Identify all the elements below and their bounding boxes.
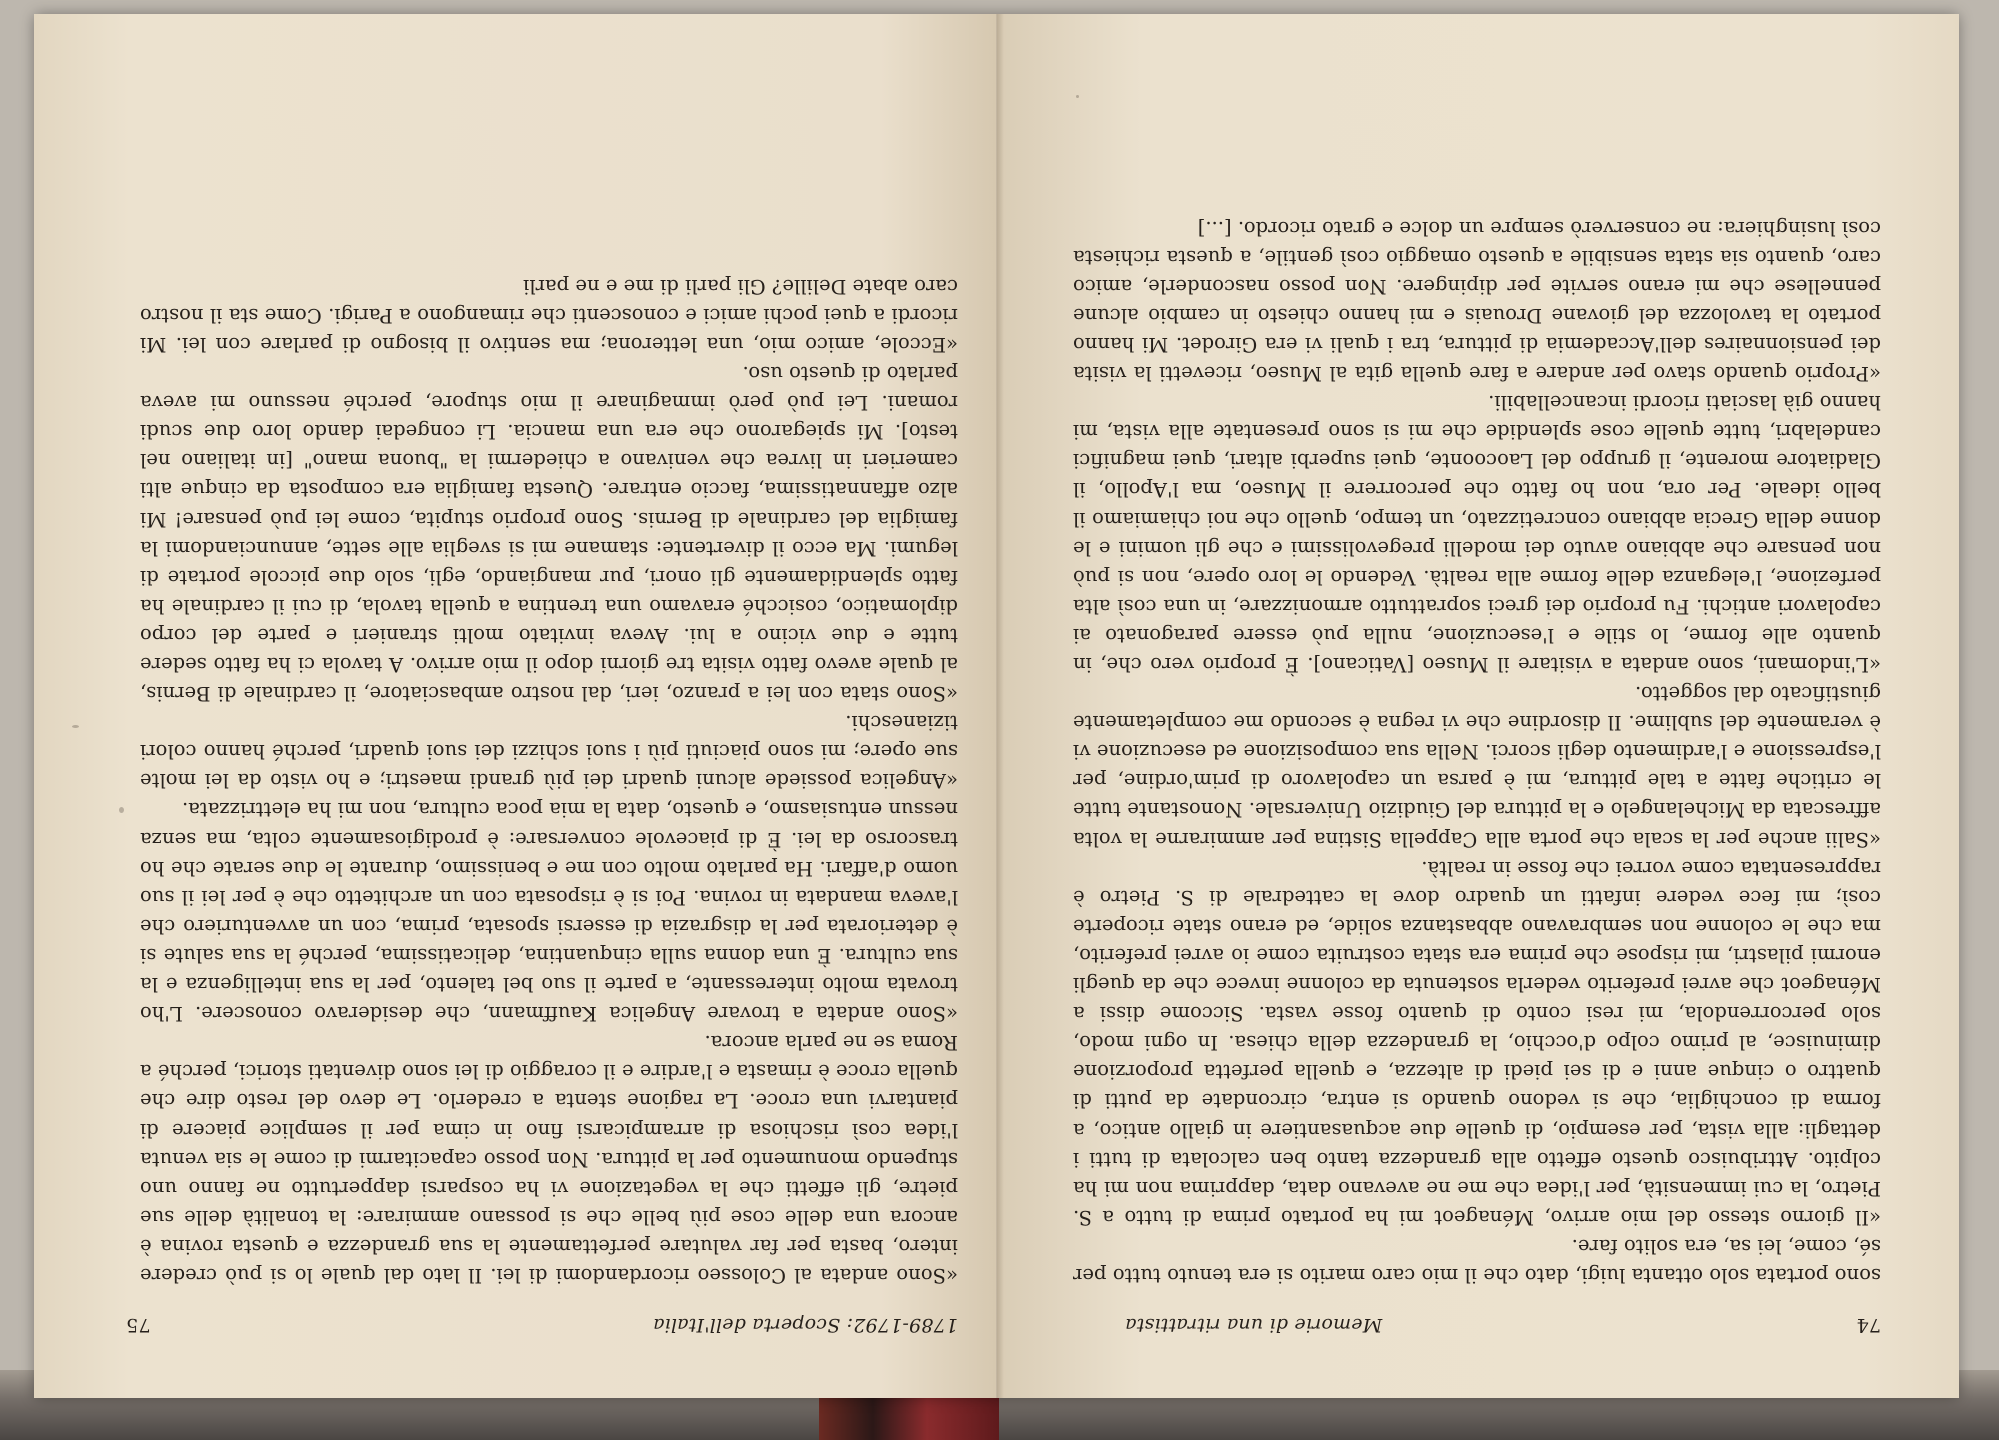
right-page-number: 75 [126,1314,151,1336]
paragraph: «Angelica possiede alcuni quadri dei più grandi maestri; e ho visto da lei molte sue opere; mi sono piaciuti più i suoi schizzi dei suoi quadri, perché hanno colori tizianeschi. [140,711,958,793]
paper-speck [1076,95,1079,98]
left-page-number: 74 [1856,1314,1881,1336]
right-running-head: 1789-1792: Scoperta dell'Italia [652,1314,958,1336]
paragraph: «Proprio quando stavo per andare a fare quella gita al Museo, ricevetti la visita dei pensionnaires dell'Accademia di pittura, tra i quali vi era Girodet. Mi hanno portato la tavolozza del giovane Drouais e mi hanno chiesto in cambio alcune pennellese che mi erano servite per dipingere. Non posso nasconderle, amico caro, quanto sia stata sensibile a questo omaggio così gentile, a questa richiesta così lusinghiera: ne conserverò sempre un dolce e grato ricordo. [...] [1073,216,1881,386]
paragraph: «Sono andata al Colosseo ricordandomi di lei. Il lato dal quale lo si può credere intero, basta per far valutare perfettamente la sua grandezza e questa rovina è ancora una delle cose più belle che si possano ammirare: la tonalità delle sue pietre, gli effetti che la vegetazione vi ha cosparsi dappertutto ne fanno uno stupendo monumento per la pittura. Non posso capacitarmi di come le sia venuta l'idea così rischiosa di arrampicarsi fino in cima per il semplice piacere di piantarvi una croce. La ragione stenta a crederlo. Le devo del resto dire che quella croce è rimasta e l'ardire e il coraggio di lei sono diventati storici, perché a Roma se ne parla ancora. [140,1031,958,1287]
paragraph: «Salii anche per la scala che porta alla Cappella Sistina per ammirarne la volta affrescata da Michelangelo e la pittura del Giudizio Universale. Nonostante tutte le critiche fatte a tale pittura, mi è parsa un capolavoro di prim'ordine, per l'espressione e l'ardimento degli scorci. Nella sua composizione ed esecuzione vi è veramente del sublime. Il disordine che vi regna è secondo me completamente giustificato dal soggetto. [1073,682,1881,851]
paragraph: «Sono stata con lei a pranzo, ieri, dal nostro ambasciatore, il cardinale di Bernis, al quale avevo fatto visita tre giorni dopo il mio arrivo. A tavola ci ha fatto sedere tutte e due vicino a lui. Aveva invitato molti stranieri e parte del corpo diplomatico, cosicché eravamo una trentina a quella tavola, di cui il cardinale ha fatto splendidamente gli onori, pur mangiando, egli, solo due piccole portate di legumi. Ma ecco il divertente: stamane mi si sveglia alle sette, annunciandomi la famiglia del cardinale di Bernis. Sono proprio stupita, come lei può pensare! Mi alzo affannatissima, faccio entrare. Questa famiglia era composta da cinque alti camerieri in livrea che venivano a chiedermi la "buona mano" [in italiano nel testo]. Mi spiegarono che era una mancia. Li congedai dando loro due scudi romani. Lei può però immaginare il mio stupore, perché nessuno mi aveva parlato di questo uso. [140,362,958,706]
left-page [997,14,1959,1398]
open-book [34,14,1959,1398]
left-running-head: Memorie di una ritrattista [1125,1314,1383,1336]
paragraph: sono portata solo ottanta luigi, dato che il mio caro marito si era tenuto tutto per sé, come, lei sa, era solito fare. [1073,1234,1881,1287]
paper-speck [72,725,79,728]
paper-speck [119,807,124,813]
left-page-text [1073,214,1881,1290]
right-page [34,14,996,1398]
paragraph: «Sono andata a trovare Angelica Kauffmann, che desideravo conoscere. L'ho trovata molto interessante, a parte il suo bel talento, per la sua intelligenza e la sua cultura. È una donna sulla cinquantina, delicatissima, perché la sua salute si è deteriorata per la disgrazia di essersi sposata, prima, con un avventuriero che l'aveva mandata in rovina. Poi si è risposata con un architetto che è per lei il suo uomo d'affari. Ha parlato molto con me e benissimo, durante le due serate che ho trascorso da lei. È di piacevole conversare: è prodigiosamente colta, ma senza nessun entusiasmo, e questo, data la mia poca cultura, non mi ha elettrizzata. [140,798,958,1026]
right-page-text [140,272,958,1290]
paragraph: «Eccole, amico mio, una letterona; ma sentivo il bisogno di parlare con lei. Mi ricordi a quei pochi amici e conoscenti che rimangono a Parigi. Come sta il nostro caro abate Delille? Gli parli di me e ne parli [140,274,958,356]
paragraph: «L'indomani, sono andata a visitare il Museo [Vaticano]. È proprio vero che, in quanto alle forme, lo stile e l'esecuzione, nulla può essere paragonato ai capolavori antichi. Fu proprio dei greci soprattutto armonizzare, in una così alta perfezione, l'eleganza delle forme alla realtà. Vedendo le loro opere, non si può non pensare che abbiano avuto dei modelli pregevolissimi e che gli uomini e le donne della Grecia abbiano concretizzato, un tempo, quello che noi chiamiamo il bello ideale. Per ora, non ho fatto che percorrere il Museo, ma l'Apollo, il Gladiatore morente, il gruppo del Laocoonte, quei superbi altari, quei magnifici candelabri, tutte quelle cose splendide che mi si sono presentate alla vista, mi hanno già lasciati ricordi incancellabili. [1073,391,1881,677]
paragraph: «Il giorno stesso del mio arrivo, Ménageot mi ha portato prima di tutto a S. Pietro, la cui immensità, per l'idea che me ne avevano data, dapprima non mi ha colpito. Attribuisco questo effetto alla grandezza tanto ben calcolata di tutti i dettagli: alla vista, per esempio, di quelle due acquasantiere in giallo antico, a forma di conchiglia, che si vedono quando si entra, circondate da putti di quattro o cinque anni e di sei piedi di altezza, e quella perfetta proporzione diminuisce, al primo colpo d'occhio, la grandezza della chiesa. In ogni modo, solo percorrendola, mi resi conto di quanto fosse vasta. Siccome dissi a Ménageot che avrei preferito vederla sostenuta da colonne invece che da quegli enormi pilastri, mi rispose che prima era stata costruita come io avrei preferito, ma che le colonne non sembravano abbastanza solide, ed erano state ricoperte così; mi fece vedere infatti un quadro dove la cattedrale di S. Pietro è rappresentata come vorrei che fosse in realtà. [1073,856,1881,1229]
